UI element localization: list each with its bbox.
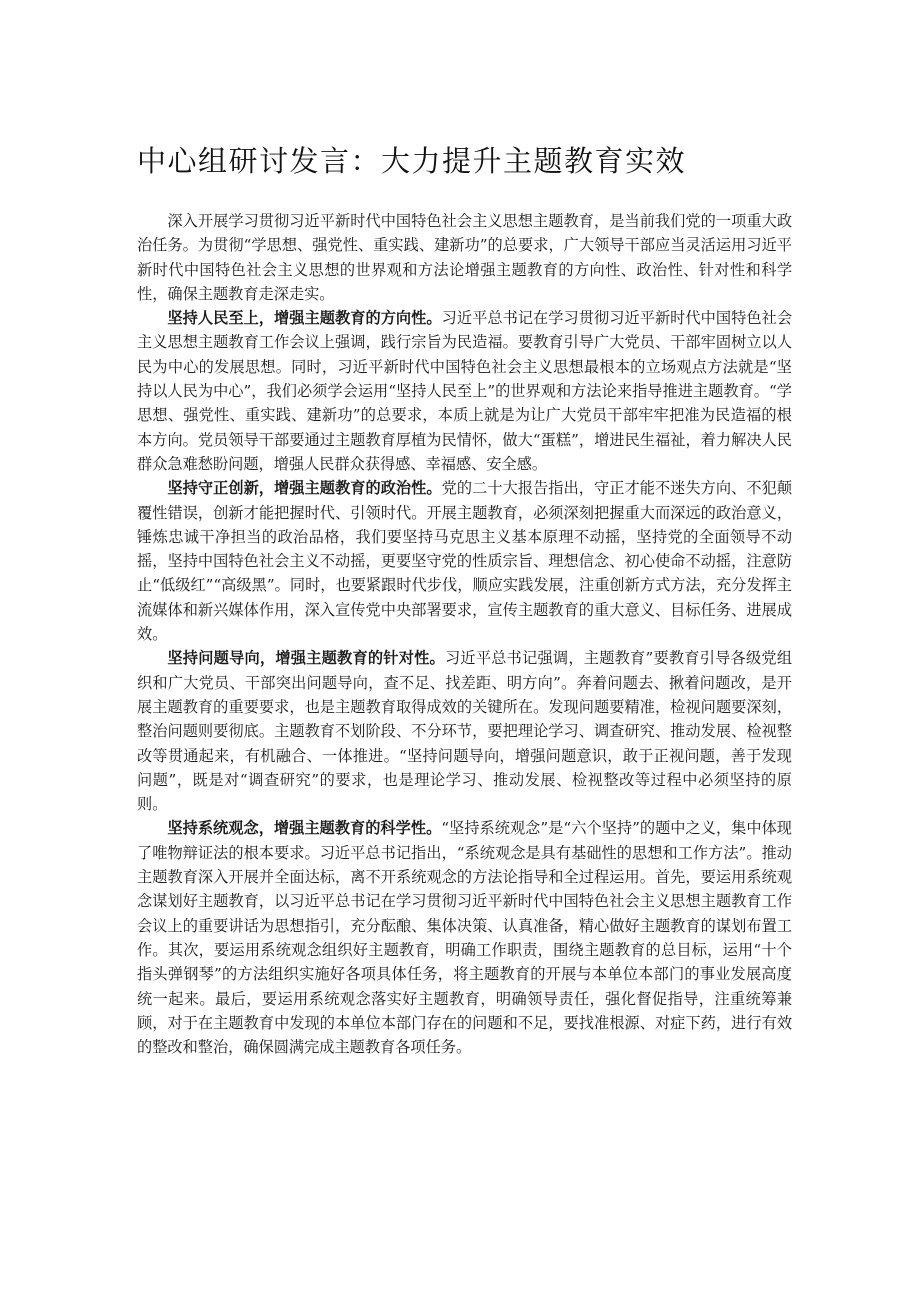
paragraph-text: “坚持系统观念”是“六个坚持”的题中之义，集中体现了唯物辩证法的根本要求。习近平总书记指出，“系统观念是具有基础性的思想和工作方法”。推动主题教育深入开展并全面达标，离不开系统观念的方法论指导和全过程运用。首先，要运用系统观念谋划好主题教育，以习近平总书记在学习贯彻习近平新时代中国特色社会主义思想主题教育工作会议上的重要讲话为思想指引，充分酝酿、集体决策、认真准备，精心做好主题教育的谋划布置工作。其次，要运用系统观念组织好主题教育，明确工作职责，围绕主题教育的总目标，运用“十个指头弹钢琴”的方法组织实施好各项具体任务，将主题教育的开展与本单位本部门的事业发展高度统一起来。最后，要运用系统观念落实好主题教育，明确领导责任，强化督促指导，注重统筹兼顾，对于在主题教育中发现的本单位本部门存在的问题和不足，要找准根源、对症下药，进行有效的整改和整治，确保圆满完成主题教育各项任务。 xyxy=(137,819,792,1057)
paragraph-text: 深入开展学习贯彻习近平新时代中国特色社会主义思想主题教育，是当前我们党的一项重大政治任务。为贯彻“学思想、强党性、重实践、建新功”的总要求，广大领导干部应当灵活运用习近平新时代中国特色社会主义思想的世界观和方法论增强主题教育的方向性、政治性、针对性和科学性，确保主题教育走深走实。 xyxy=(137,212,792,303)
paragraph-text: 习近平总书记强调，主题教育”要教育引导各级党组织和广大党员、干部突出问题导向，查不足、找差距、明方向”。奔着问题去、揪着问题改，是开展主题教育的重要要求，也是主题教育取得成效的关键所在。发现问题要精准，检视问题要深刻，整治问题则要彻底。主题教育不划阶段、不分环节，要把理论学习、调查研究、推动发展、检视整改等贯通起来，有机融合、一体推进。“坚持问题导向，增强问题意识，敢于正视问题，善于发现问题”，既是对“调查研究”的要求，也是理论学习、推动发展、检视整改等过程中必须坚持的原则。 xyxy=(137,649,793,814)
paragraph-heading: 坚持问题导向，增强主题教育的针对性。 xyxy=(167,649,445,668)
paragraph-problem-oriented xyxy=(137,646,792,816)
paragraph-heading: 坚持人民至上，增强主题教育的方向性。 xyxy=(167,309,442,328)
paragraph-intro xyxy=(137,209,792,306)
paragraph-innovation xyxy=(137,476,792,646)
paragraph-heading: 坚持守正创新，增强主题教育的政治性。 xyxy=(167,479,442,498)
document-page xyxy=(137,140,792,1059)
paragraph-heading: 坚持系统观念，增强主题教育的科学性。 xyxy=(167,819,442,838)
paragraph-text: 党的二十大报告指出，守正才能不迷失方向、不犯颠覆性错误，创新才能把握时代、引领时代。开展主题教育，必须深刻把握重大而深远的政治意义，锤炼忠诚干净担当的政治品格，我们要坚持马克思主义基本原理不动摇，坚持党的全面领导不动摇，坚持中国特色社会主义不动摇，更要坚守党的性质宗旨、理想信念、初心使命不动摇，注意防止“低级红”“高级黑”。同时，也要紧跟时代步伐，顺应实践发展，注重创新方式方法，充分发挥主流媒体和新兴媒体作用，深入宣传党中央部署要求，宣传主题教育的重大意义、目标任务、进展成效。 xyxy=(137,479,793,644)
paragraph-text: 习近平总书记在学习贯彻习近平新时代中国特色社会主义思想主题教育工作会议上强调，践行宗旨为民造福。要教育引导广大党员、干部牢固树立以人民为中心的发展思想。同时，习近平新时代中国特色社会主义思想最根本的立场观点方法就是“坚持以人民为中心”，我们必须学会运用“坚持人民至上”的世界观和方法论来指导推进主题教育。“学思想、强党性、重实践、建新功”的总要求，本质上就是为让广大党员干部牢牢把准为民造福的根本方向。党员领导干部要通过主题教育厚植为民情怀，做大“蛋糕”，增进民生福祉，着力解决人民群众急难愁盼问题，增强人民群众获得感、幸福感、安全感。 xyxy=(137,309,793,473)
paragraph-systems-thinking xyxy=(137,816,792,1059)
paragraph-people-first xyxy=(137,306,792,476)
document-title: 中心组研讨发言：大力提升主题教育实效 xyxy=(137,144,687,178)
